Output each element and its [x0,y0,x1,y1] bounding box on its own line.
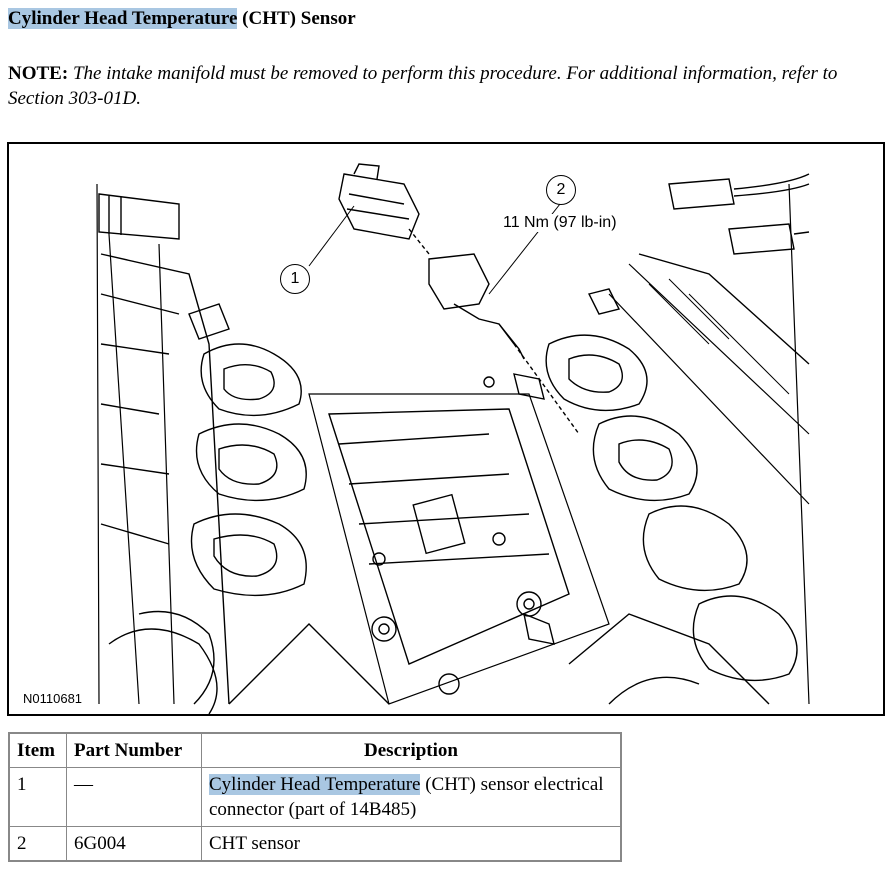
note-text: The intake manifold must be removed to perform this procedure. For additional information, refer to Section 303-01D. [8,63,838,109]
note [8,61,880,111]
desc-highlight: Cylinder Head Temperature [209,774,421,795]
desc-rest: CHT sensor [209,833,300,854]
engine-illustration [7,142,885,716]
table-row [9,827,621,862]
cell-description [202,827,622,862]
cell-part-number: 6G004 [67,827,202,862]
note-label: NOTE: [8,63,69,84]
cell-item: 1 [9,768,67,827]
parts-table [8,732,622,862]
page-title [8,6,356,32]
title-highlight: Cylinder Head Temperature [8,8,238,29]
callout-1: 1 [280,264,310,294]
header-description: Description [202,733,622,768]
table-row [9,768,621,827]
torque-spec: 11 Nm (97 lb-in) [503,214,617,231]
header-part-number: Part Number [67,733,202,768]
title-rest: (CHT) Sensor [237,8,356,29]
cell-description [202,768,622,827]
table-header-row [9,733,621,768]
cell-part-number: — [67,768,202,827]
engine-drawing [9,144,883,714]
figure-id: N0110681 [23,691,83,706]
desc-rest: (CHT) sensor electrical connector (part of 14B485) [209,774,604,820]
callout-2: 2 [546,175,576,205]
header-item: Item [9,733,67,768]
cell-item: 2 [9,827,67,862]
